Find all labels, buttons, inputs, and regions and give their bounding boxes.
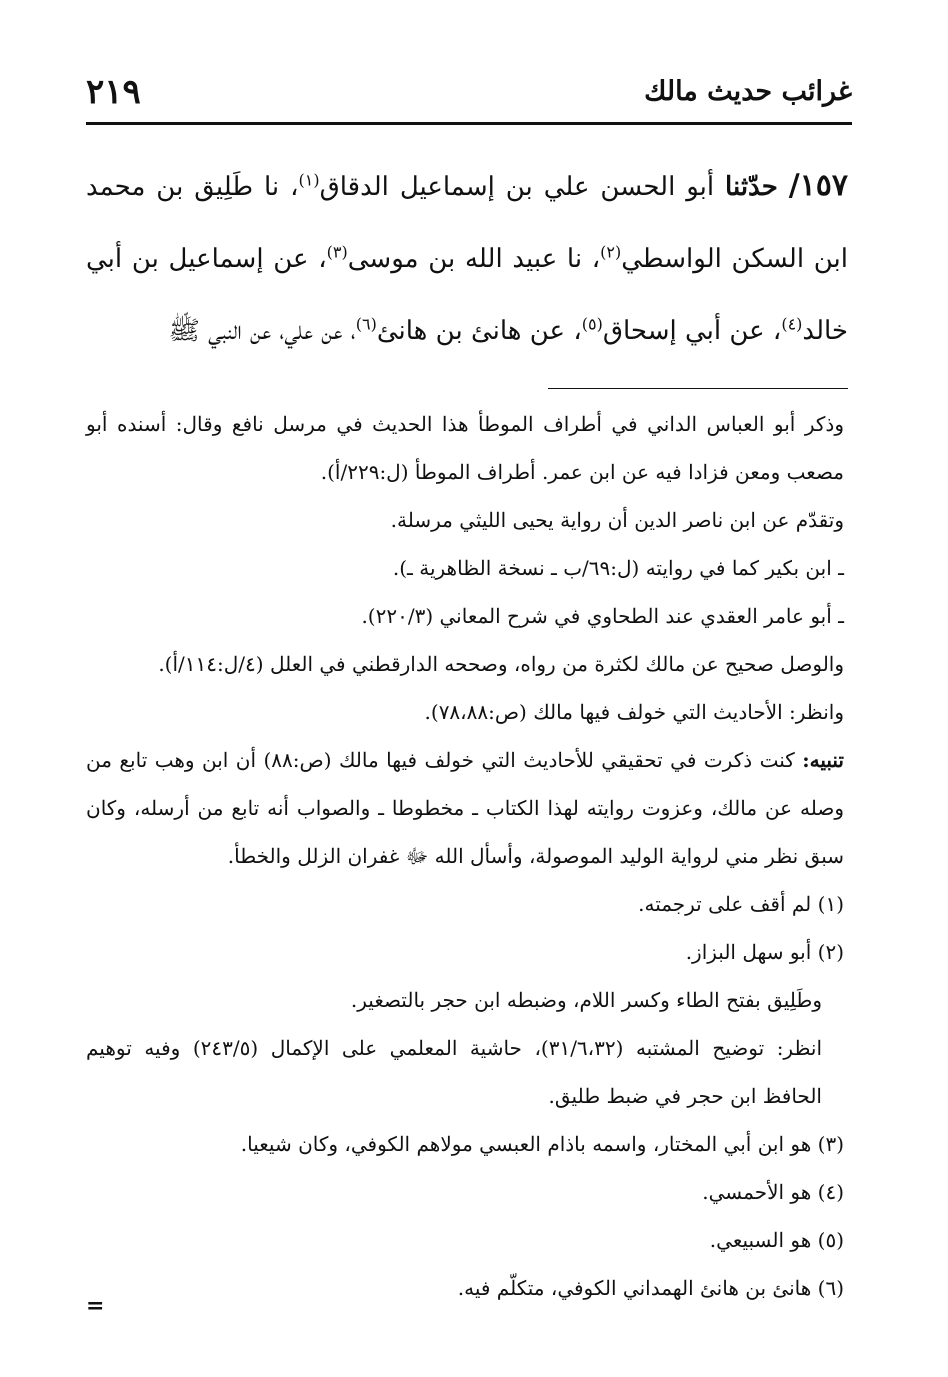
hadith-text <box>86 150 848 367</box>
isnad-segment: ، عن هانئ بن هانئ <box>376 316 582 346</box>
footnote-ref: (٥) <box>581 314 603 334</box>
isnad-segment: أبو الحسن علي بن إسماعيل الدقاق <box>319 172 726 202</box>
note-label: تنبيه: <box>802 748 844 772</box>
footnote-2-continued: وطَلِيق بفتح الطاء وكسر اللام، وضبطه ابن حجر بالتصغير. <box>350 988 822 1012</box>
hadith-intro: حدّثنا <box>725 172 778 202</box>
footnote-paragraph: والوصل صحيح عن مالك لكثرة من رواه، وصححه الدارقطني في العلل (٤/ل:١١٤/أ). <box>158 652 844 676</box>
footnote-paragraph: وتقدّم عن ابن ناصر الدين أن رواية يحيى الليثي مرسلة. <box>390 508 844 532</box>
footnote-paragraph: وانظر: الأحاديث التي خولف فيها مالك (ص:٧٨،٨٨). <box>424 700 844 724</box>
footnote-note <box>86 736 844 880</box>
footnote-separator <box>548 388 848 389</box>
isnad-segment: ، عن أبي إسحاق <box>602 316 782 346</box>
footnote-ref: (٦) <box>355 314 377 334</box>
isnad-segment: ، عن علي، عن النبي ﷺ <box>168 316 356 346</box>
page-number: ٢١٩ <box>86 72 141 112</box>
footnote-3: (٣) هو ابن أبي المختار، واسمه باذام العبسي مولاهم الكوفي، وكان شيعيا. <box>240 1132 844 1156</box>
footnote-1: (١) لم أقف على ترجمته. <box>638 892 844 916</box>
footnote-paragraph: ـ أبو عامر العقدي عند الطحاوي في شرح المعاني (٢٢٠/٣). <box>361 604 844 628</box>
hadith-number: ١٥٧/ <box>788 168 849 203</box>
footnotes <box>86 400 844 1312</box>
footnote-4: (٤) هو الأحمسي. <box>702 1180 844 1204</box>
note-text: كنت ذكرت في تحقيقي للأحاديث التي خولف فيها مالك (ص:٨٨) أن ابن وهب تابع من وصله عن مالك، وعزوت روايته لهذا الكتاب ـ مخطوطا ـ والصواب أنه تابع من أرسله، وكان سبق نظر مني لرواية الوليد الموصولة، وأسأل الله ﷻ غفران الزلل والخطأ. <box>86 748 844 868</box>
isnad-segment: ، نا طَلِيق بن محمد ابن السكن الواسطي <box>86 172 848 274</box>
header-rule <box>86 122 852 125</box>
isnad-segment: ، نا عبيد الله بن موسى <box>347 244 601 274</box>
footnote-5: (٥) هو السبيعي. <box>709 1228 844 1252</box>
footnote-2: (٢) أبو سهل البزاز. <box>685 940 844 964</box>
footnote-ref: (٣) <box>326 242 348 262</box>
footnote-ref: (٤) <box>781 314 803 334</box>
footnote-6: (٦) هانئ بن هانئ الهمداني الكوفي، متكلّم فيه. <box>457 1276 844 1300</box>
footnote-paragraph: وذكر أبو العباس الداني في أطراف الموطأ هذا الحديث في مرسل نافع وقال: أسنده أبو مصعب ومعن فزادا فيه عن ابن عمر. أطراف الموطأ (ل:٢٢٩/أ). <box>86 412 844 484</box>
running-title: غرائب حديث مالك <box>644 76 852 107</box>
footnote-2-continued: انظر: توضيح المشتبه (٣١/٦،٣٢)، حاشية المعلمي على الإكمال (٢٤٣/٥) وفيه توهيم الحافظ ابن حجر في ضبط طليق. <box>86 1036 822 1108</box>
page-header <box>86 70 852 124</box>
isnad-segment: ، عن إسماعيل بن أبي خالد <box>86 244 848 346</box>
page-end-mark: = <box>86 1293 105 1319</box>
footnote-ref: (١) <box>298 170 320 190</box>
footnote-ref: (٢) <box>600 242 622 262</box>
footnote-paragraph: ـ ابن بكير كما في روايته (ل:٦٩/ب ـ نسخة الظاهرية ـ). <box>392 556 844 580</box>
